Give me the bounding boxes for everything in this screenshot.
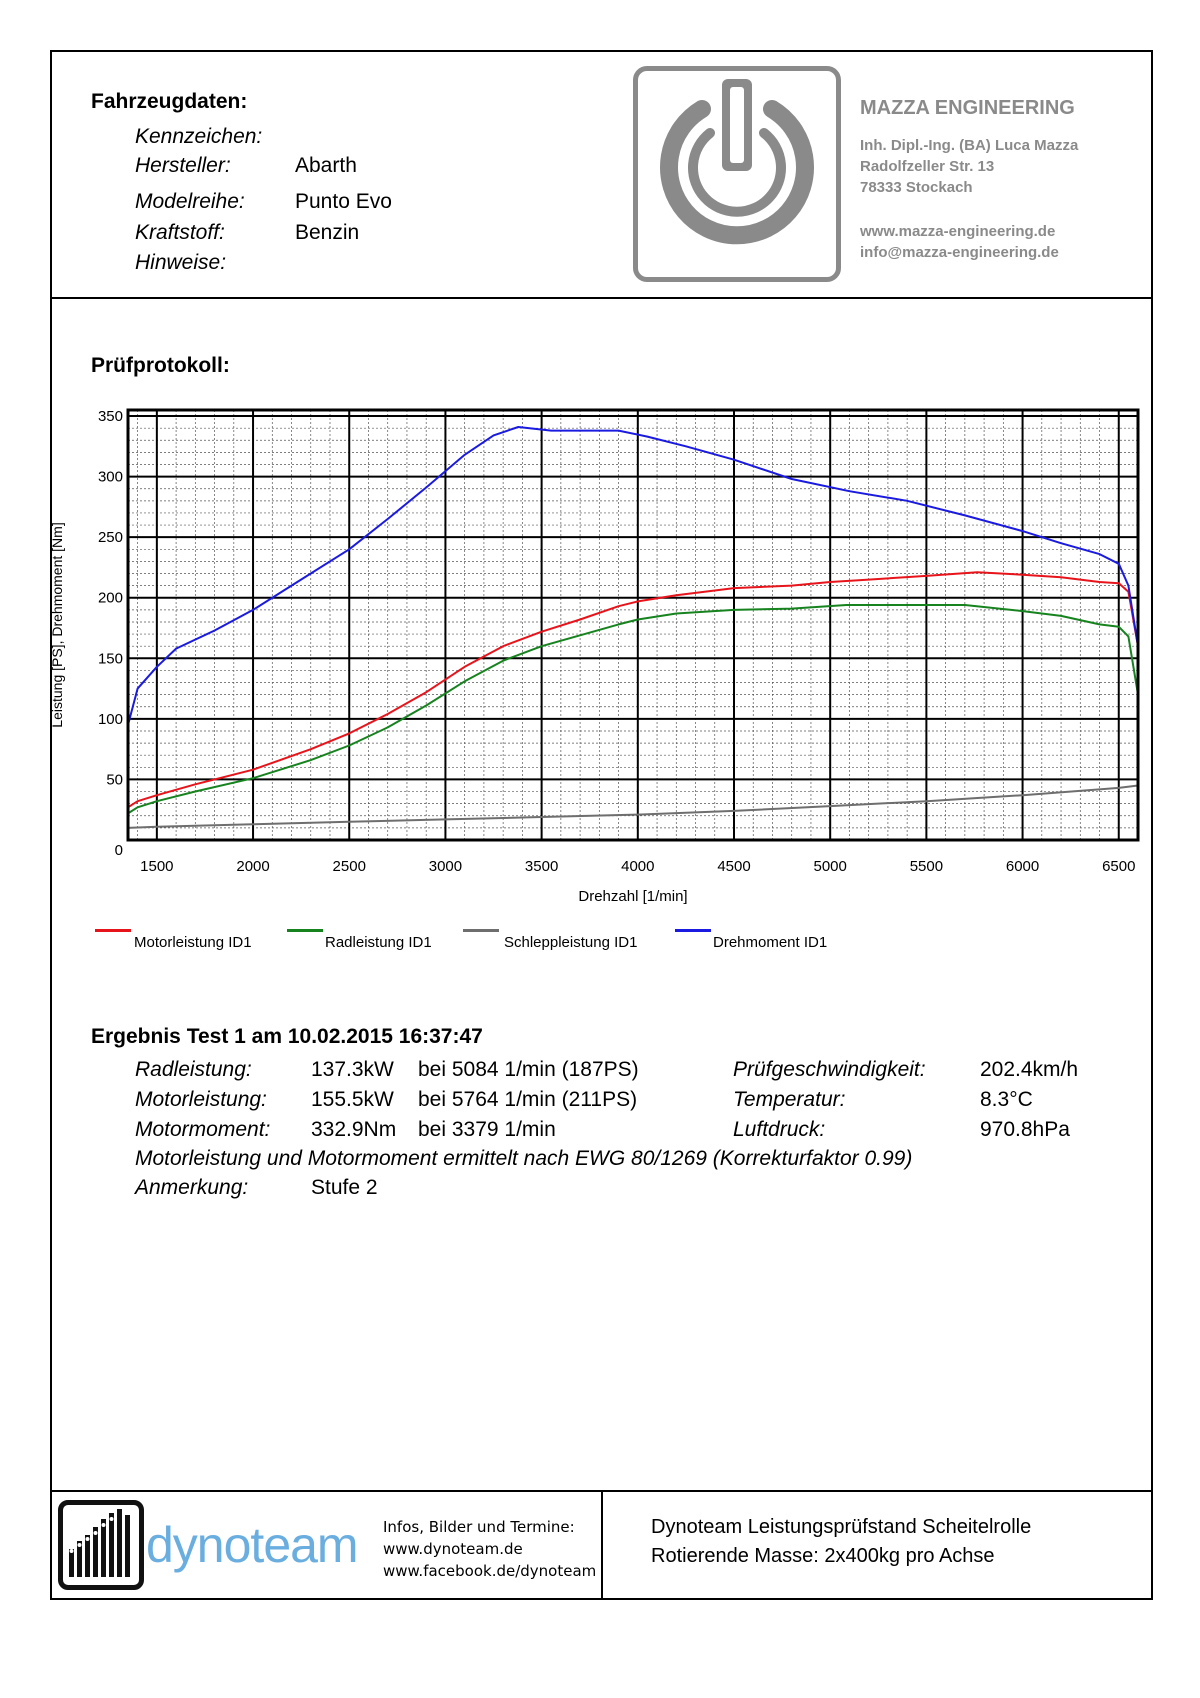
result-value: 155.5kW — [311, 1088, 394, 1111]
y-tick-label: 250 — [97, 529, 123, 547]
remark-label: Anmerkung: — [135, 1176, 249, 1199]
company-email[interactable]: info@mazza-engineering.de — [860, 244, 1059, 261]
series-drehmoment — [128, 427, 1138, 725]
result-detail: bei 3379 1/min — [418, 1118, 556, 1141]
divider-top — [50, 297, 1153, 299]
company-name: MAZZA ENGINEERING — [860, 97, 1075, 119]
field-label-hersteller: Hersteller: — [135, 154, 231, 177]
x-tick-label: 2000 — [236, 858, 270, 875]
legend-swatch-motorleistung — [95, 929, 131, 932]
company-web[interactable]: www.mazza-engineering.de — [860, 223, 1056, 240]
chart-series — [128, 427, 1138, 828]
result-label: Motorleistung: — [135, 1088, 267, 1111]
footer-divider — [601, 1492, 603, 1600]
footer-brand: dynoteam — [146, 1517, 358, 1573]
company-street: Radolfzeller Str. 13 — [860, 158, 995, 175]
result-label2: Prüfgeschwindigkeit: — [733, 1058, 926, 1081]
result-note: Motorleistung und Motormoment ermittelt nach EWG 80/1269 (Korrekturfaktor 0.99) — [135, 1147, 913, 1170]
field-label-kennzeichen: Kennzeichen: — [135, 125, 263, 148]
legend-label-radleistung: Radleistung ID1 — [325, 934, 432, 951]
legend-swatch-drehmoment — [675, 929, 711, 932]
result-value2: 8.3°C — [980, 1088, 1033, 1111]
x-tick-label: 6000 — [1005, 858, 1040, 875]
legend-swatch-schleppleistung — [463, 929, 499, 932]
x-tick-label: 2500 — [332, 858, 366, 875]
legend-label-drehmoment: Drehmoment ID1 — [713, 934, 828, 951]
chart-grid-major — [128, 410, 1138, 840]
footer-info-facebook[interactable]: www.facebook.de/dynoteam — [383, 1562, 597, 1580]
y-tick-label: 200 — [97, 589, 123, 607]
result-value: 332.9Nm — [311, 1118, 397, 1141]
legend-swatch-radleistung — [287, 929, 323, 932]
field-label-modelreihe: Modelreihe: — [135, 190, 245, 213]
plot-border — [128, 410, 1138, 840]
result-heading: Ergebnis Test 1 am 10.02.2015 16:37:47 — [91, 1025, 483, 1048]
x-tick-labels — [140, 858, 1135, 875]
footer-desc-2: Rotierende Masse: 2x400kg pro Achse — [651, 1545, 995, 1567]
y-axis-label: Leistung [PS], Drehmoment [Nm] — [49, 522, 65, 728]
company-city: 78333 Stockach — [860, 179, 973, 196]
y-tick-labels — [98, 408, 123, 859]
field-value-kraftstoff: Benzin — [295, 221, 360, 244]
result-label2: Luftdruck: — [733, 1118, 826, 1141]
series-radleistung — [128, 605, 1138, 813]
y-tick-label: 100 — [97, 710, 123, 728]
legend-label-schleppleistung: Schleppleistung ID1 — [504, 934, 638, 951]
footer-info-web[interactable]: www.dynoteam.de — [383, 1540, 523, 1558]
field-label-hinweise: Hinweise: — [135, 251, 227, 274]
remark-value: Stufe 2 — [311, 1176, 378, 1199]
footer-info-title: Infos, Bilder und Termine: — [383, 1518, 575, 1536]
footer-desc-1: Dynoteam Leistungsprüfstand Scheitelrolle — [651, 1516, 1032, 1538]
x-tick-label: 3500 — [524, 858, 559, 875]
result-detail: bei 5084 1/min (187PS) — [418, 1058, 639, 1081]
result-label2: Temperatur: — [733, 1088, 846, 1111]
dyno-bars-icon — [58, 1500, 144, 1590]
result-value: 137.3kW — [311, 1058, 394, 1081]
result-value2: 202.4km/h — [980, 1058, 1079, 1081]
x-tick-label: 4500 — [717, 858, 751, 875]
x-tick-label: 6500 — [1102, 858, 1136, 875]
y-tick-label: 50 — [106, 771, 123, 789]
result-detail: bei 5764 1/min (211PS) — [418, 1088, 638, 1111]
protocol-heading: Prüfprotokoll: — [91, 354, 230, 377]
company-logo — [633, 66, 841, 282]
company-owner: Inh. Dipl.-Ing. (BA) Luca Mazza — [860, 137, 1079, 154]
vehicle-heading: Fahrzeugdaten: — [91, 90, 248, 113]
x-tick-label: 5000 — [813, 858, 847, 875]
result-label: Radleistung: — [135, 1058, 252, 1081]
y-tick-label: 350 — [97, 408, 123, 426]
y-tick-label: 0 — [114, 842, 123, 859]
x-tick-label: 5500 — [909, 858, 944, 875]
field-value-hersteller: Abarth — [295, 154, 357, 177]
dyno-chart — [40, 400, 1160, 920]
y-tick-label: 300 — [97, 468, 123, 486]
field-label-kraftstoff: Kraftstoff: — [135, 221, 225, 244]
x-tick-label: 4000 — [621, 858, 655, 875]
y-tick-label: 150 — [97, 650, 123, 668]
chart-grid-minor — [128, 410, 1138, 840]
x-tick-label: 3000 — [428, 858, 463, 875]
x-tick-label: 1500 — [140, 858, 174, 875]
result-label: Motormoment: — [135, 1118, 271, 1141]
result-value2: 970.8hPa — [980, 1118, 1070, 1141]
field-value-modelreihe: Punto Evo — [295, 190, 392, 213]
legend-label-motorleistung: Motorleistung ID1 — [134, 934, 252, 951]
x-axis-label: Drehzahl [1/min] — [578, 888, 688, 905]
power-icon — [638, 71, 836, 277]
